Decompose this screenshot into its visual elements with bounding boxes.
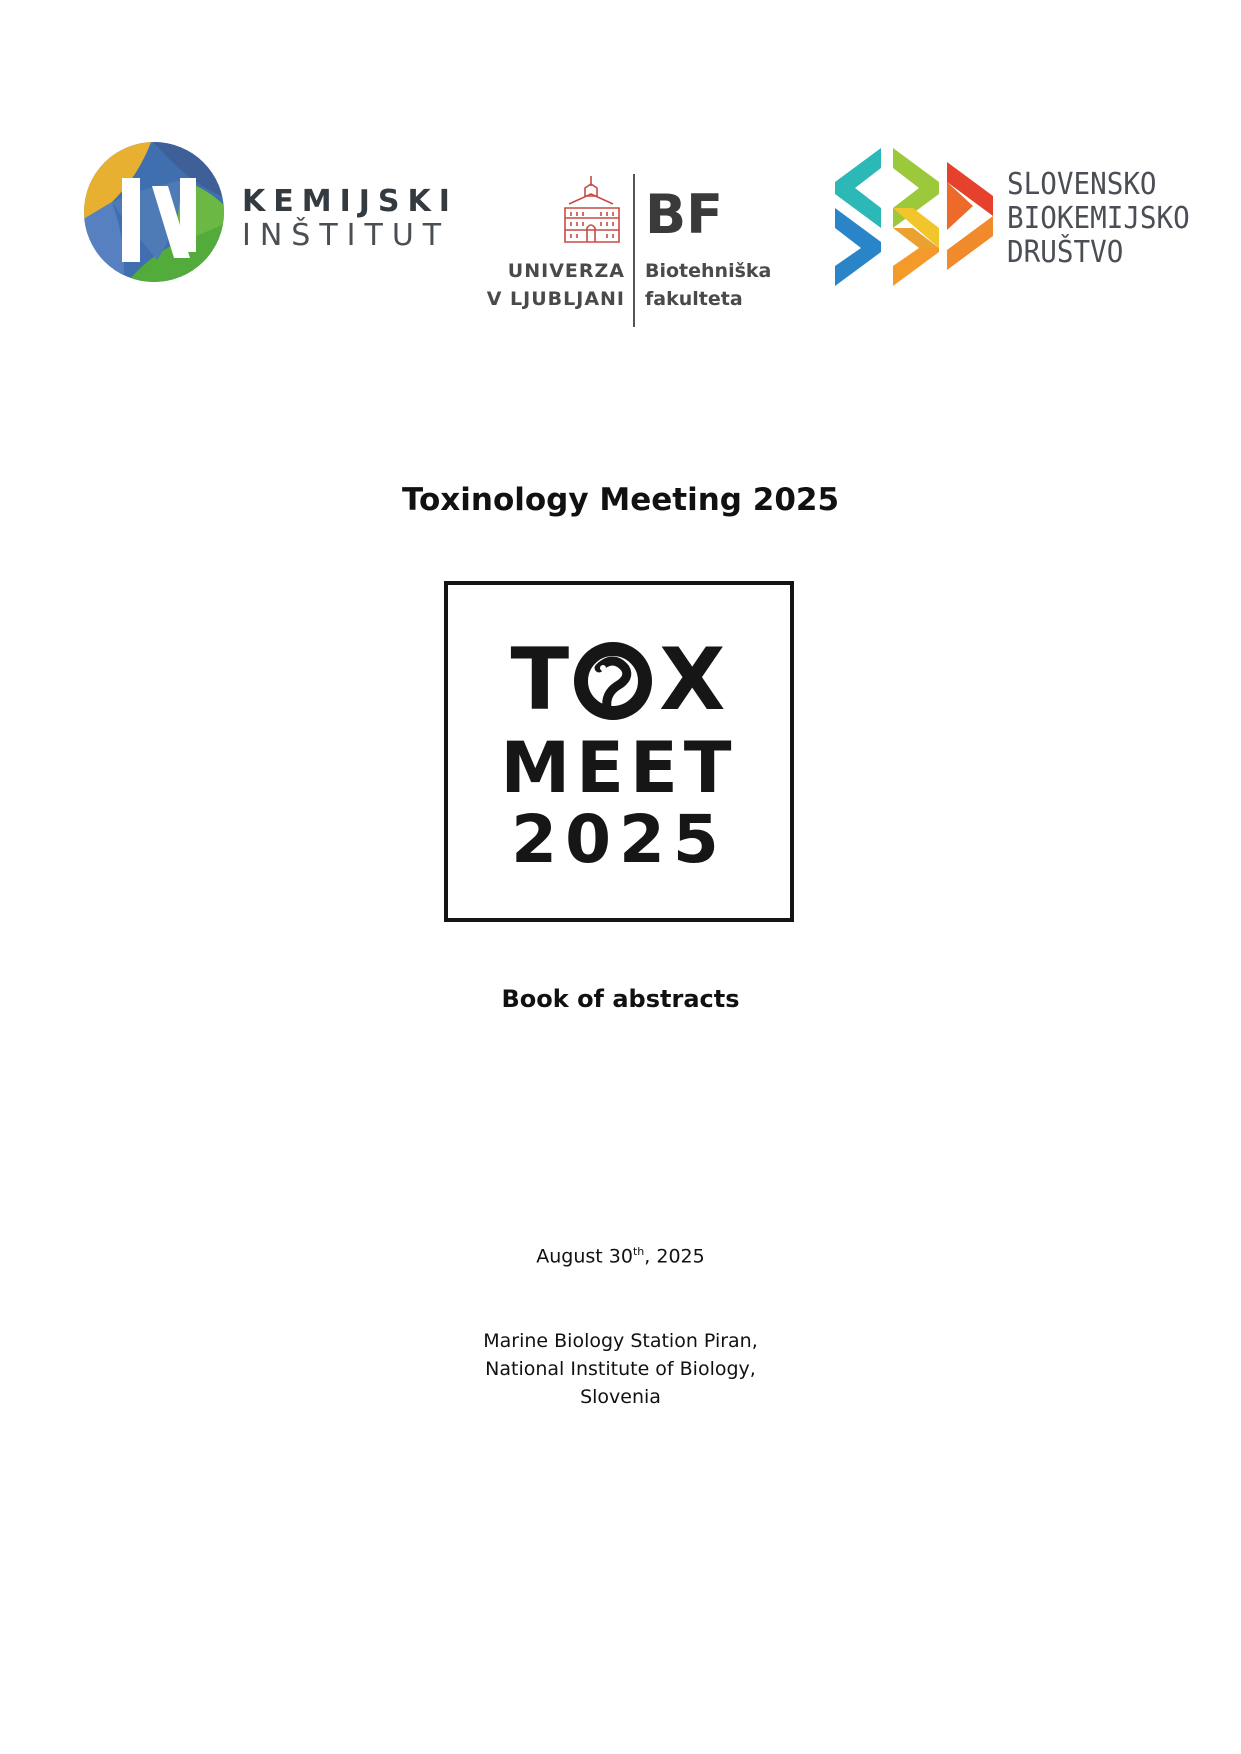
tox-logo-line-2: MEET bbox=[500, 727, 738, 809]
kemijski-institut-emblem-icon bbox=[82, 140, 232, 290]
date-line bbox=[0, 1245, 1241, 1267]
tox-meet-logo bbox=[444, 581, 794, 922]
sbd-emblem-icon bbox=[835, 148, 995, 288]
sbd-line-1: SLOVENSKO bbox=[1007, 167, 1157, 202]
book-title: Book of abstracts bbox=[501, 985, 740, 1013]
institut-word: INŠTITUT bbox=[242, 218, 451, 253]
snake-o-icon bbox=[573, 638, 653, 724]
kemijski-institut-logo bbox=[82, 140, 458, 295]
venue-line-3: Slovenia bbox=[580, 1386, 661, 1408]
bf-letters: BF bbox=[645, 183, 724, 246]
bf-divider-line bbox=[633, 174, 635, 327]
date-year: , 2025 bbox=[644, 1245, 705, 1268]
venue-line-2: National Institute of Biology, bbox=[485, 1358, 756, 1380]
date-text: August 30 bbox=[536, 1245, 633, 1268]
faculty-line-2: fakulteta bbox=[645, 288, 743, 310]
sbd-line-2: BIOKEMIJSKO bbox=[1007, 201, 1190, 236]
university-ljubljana-bf-logo bbox=[475, 170, 775, 332]
venue-line-1: Marine Biology Station Piran, bbox=[483, 1330, 758, 1352]
sbd-line-3: DRUŠTVO bbox=[1007, 235, 1124, 270]
date-superscript: th bbox=[632, 1245, 645, 1258]
university-line-2: V LJUBLJANI bbox=[486, 288, 625, 310]
tox-letter-x: X bbox=[659, 630, 728, 730]
faculty-line-1: Biotehniška bbox=[645, 260, 772, 282]
tox-letter-t: T bbox=[510, 630, 572, 730]
tox-logo-line-3: 2025 bbox=[511, 801, 727, 878]
kemijski-word: KEMIJSKI bbox=[242, 184, 458, 219]
meeting-title: Toxinology Meeting 2025 bbox=[401, 482, 840, 518]
university-building-icon bbox=[563, 174, 623, 246]
sbd-logo bbox=[835, 148, 1190, 288]
university-line-1: UNIVERZA bbox=[507, 260, 625, 282]
